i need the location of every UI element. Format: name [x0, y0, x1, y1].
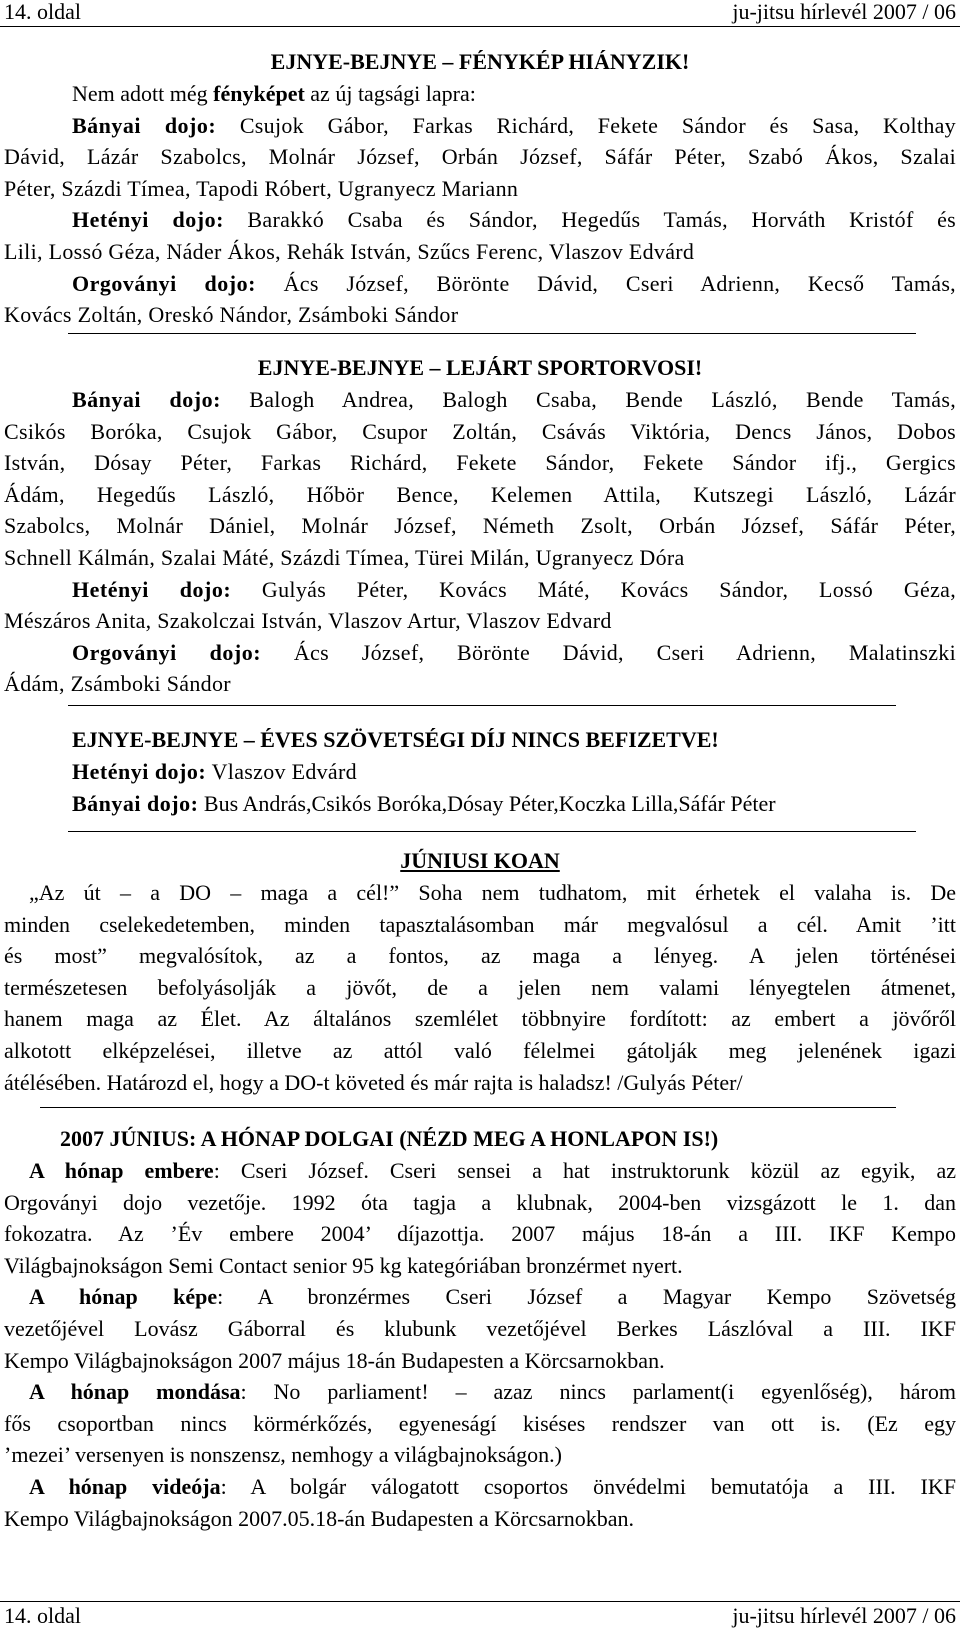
text-line: hanem maga az Élet. Az általános szemlélet többnyire fordított: az embert a jövőről — [4, 1006, 956, 1032]
section-title-fee-unpaid: EJNYE-BEJNYE – ÉVES SZÖVETSÉGI DÍJ NINCS BEFIZETVE! — [72, 727, 719, 752]
text-line: átélésében. Határozd el, hogy a DO-t követed és már rajta is haladsz! /Gulyás Péter/ — [4, 1069, 743, 1095]
orgovanyi-line: Orgoványi dojo: Ács József, Börönte Dávid, Cseri Adrienn, Kecső Tamás, — [72, 270, 956, 296]
section-fee-unpaid — [4, 756, 956, 819]
picture-of-month-line: A hónap képe: A bronzérmes Cseri József a Magyar Kempo Szövetség — [29, 1284, 956, 1310]
text-line: István, Dósay Péter, Farkas Richárd, Fekete Sándor, Fekete Sándor ifj., Gergics — [4, 450, 956, 476]
text-line: minden cselekedetemben, minden tapasztalásomban már megvalósul a cél. Amit ’itt — [4, 911, 956, 937]
section-divider — [68, 333, 916, 334]
banyai-line: Bányai dojo: Bus András,Csikós Boróka,Dósay Péter,Koczka Lilla,Sáfár Péter — [72, 790, 776, 816]
journal-title: ju-jitsu hírlevél 2007 / 06 — [732, 0, 956, 24]
man-of-month-line: A hónap embere: Cseri József. Cseri sensei a hat instruktorunk közül az egyik, az — [29, 1158, 956, 1183]
section-medical-expired — [4, 384, 956, 700]
section-title-medical-expired: EJNYE-BEJNYE – LEJÁRT SPORTORVOSI! — [257, 355, 703, 380]
text-line: Schnell Kálmán, Szalai Máté, Százdi Tímea, Türei Milán, Ugranyecz Dóra — [4, 544, 685, 570]
text-line: Dávid, Lázár Szabolcs, Molnár József, Orbán József, Sáfár Péter, Szabó Ákos, Szalai — [4, 144, 956, 170]
text-line: Ádám, Zsámboki Sándor — [4, 671, 231, 697]
hetenyi-line: Hetényi dojo: Vlaszov Edvárd — [72, 759, 357, 784]
text-line: fős csoportban nincs körmérkőzés, egyeneságí kiséses rendszer van ott is. (Ez egy — [4, 1410, 956, 1436]
saying-of-month-line: A hónap mondása: No parliament! – azaz nincs parlament(i egyenlőség), három — [29, 1379, 956, 1405]
text-line: Világbajnokságon Semi Contact senior 95 kg kategóriában bronzérmet nyert. — [4, 1252, 683, 1278]
page-footer — [4, 1604, 956, 1628]
text-line: Ádám, Hegedűs László, Hőbör Bence, Kelemen Attila, Kutszegi László, Lázár — [4, 481, 956, 507]
page-number: 14. oldal — [4, 1603, 81, 1628]
text-line: Mészáros Anita, Szakolczai István, Vlaszov Artur, Vlaszov Edvard — [4, 608, 612, 634]
text-line: alkotott elképzelései, illetve az attól való félelmei gátolják meg jelenének igazi — [4, 1037, 956, 1063]
intro-line: Nem adott még fényképet az új tagsági lapra: — [72, 81, 476, 106]
text-line: Csikós Boróka, Csujok Gábor, Csupor Zoltán, Csávás Viktória, Dencs János, Dobos — [4, 418, 956, 444]
banyai-line: Bányai dojo: Balogh Andrea, Balogh Csaba, Bende László, Bende Tamás, — [72, 387, 956, 412]
text-line: Lili, Lossó Géza, Náder Ákos, Rehák István, Szűcs Ferenc, Vlaszov Edvárd — [4, 238, 695, 264]
section-divider — [68, 705, 896, 706]
section-title-photo-missing: EJNYE-BEJNYE – FÉNYKÉP HIÁNYZIK! — [270, 49, 690, 74]
section-koan — [4, 877, 956, 1098]
banyai-line: Bányai dojo: Csujok Gábor, Farkas Richárd, Fekete Sándor és Sasa, Kolthay — [72, 112, 956, 138]
text-line: ’mezei’ versenyen is nonszensz, nemhogy a világbajnokságon.) — [4, 1442, 562, 1468]
text-line: fokozatra. Az ’Év embere 2004’ díjazottja. 2007 május 18-án a III. IKF Kempo — [4, 1221, 956, 1247]
section-title-koan: JÚNIUSI KOAN — [400, 848, 560, 873]
text-line: természetesen befolyásolják a jövőt, de a jelen nem valami lényegtelen átmenet, — [4, 974, 956, 1000]
text-line: Kempo Világbajnokságon 2007.05.18-án Budapesten a Körcsarnokban. — [4, 1505, 635, 1531]
section-photo-missing — [4, 78, 956, 331]
section-title-month-things: 2007 JÚNIUS: A HÓNAP DOLGAI (NÉZD MEG A HONLAPON IS!) — [60, 1126, 719, 1151]
text-line: és most” megvalósítok, az a fontos, az maga a lényeg. A jelen történései — [4, 943, 956, 969]
video-of-month-line: A hónap videója: A bolgár válogatott csoportos önvédelmi bemutatója a III. IKF — [29, 1473, 956, 1499]
text-line: vezetőjével Lovász Gáborral és klubunk vezetőjével Berkes Lászlóval a III. IKF — [4, 1315, 956, 1341]
header-rule — [0, 26, 960, 27]
text-line: Szabolcs, Molnár Dániel, Molnár József, Németh Zsolt, Orbán József, Sáfár Péter, — [4, 513, 956, 539]
text-line: Péter, Százdi Tímea, Tapodi Róbert, Ugranyecz Mariann — [4, 175, 519, 201]
hetenyi-line: Hetényi dojo: Gulyás Péter, Kovács Máté, Kovács Sándor, Lossó Géza, — [72, 576, 957, 602]
orgovanyi-line: Orgoványi dojo: Ács József, Börönte Dávid, Cseri Adrienn, Malatinszki — [72, 639, 956, 665]
page-number: 14. oldal — [4, 0, 81, 24]
text-line: Kempo Világbajnokságon 2007 május 18-án Budapesten a Körcsarnokban. — [4, 1347, 665, 1373]
journal-title: ju-jitsu hírlevél 2007 / 06 — [732, 1603, 956, 1628]
section-divider — [68, 831, 916, 832]
hetenyi-line: Hetényi dojo: Barakkó Csaba és Sándor, Hegedűs Tamás, Horváth Kristóf és — [72, 207, 957, 233]
text-line: Kovács Zoltán, Oreskó Nándor, Zsámboki Sándor — [4, 302, 459, 328]
text-line: Orgoványi dojo vezetője. 1992 óta tagja a klubnak, 2004-ben vizsgázott le 1. dan — [4, 1189, 956, 1215]
page-header — [4, 0, 956, 24]
text-line: „Az út – a DO – maga a cél!” Soha nem tudhatom, mit érhetek el valaha is. De — [29, 880, 956, 905]
section-month-things — [4, 1155, 956, 1534]
footer-rule — [0, 1601, 960, 1602]
section-divider — [40, 1107, 896, 1108]
